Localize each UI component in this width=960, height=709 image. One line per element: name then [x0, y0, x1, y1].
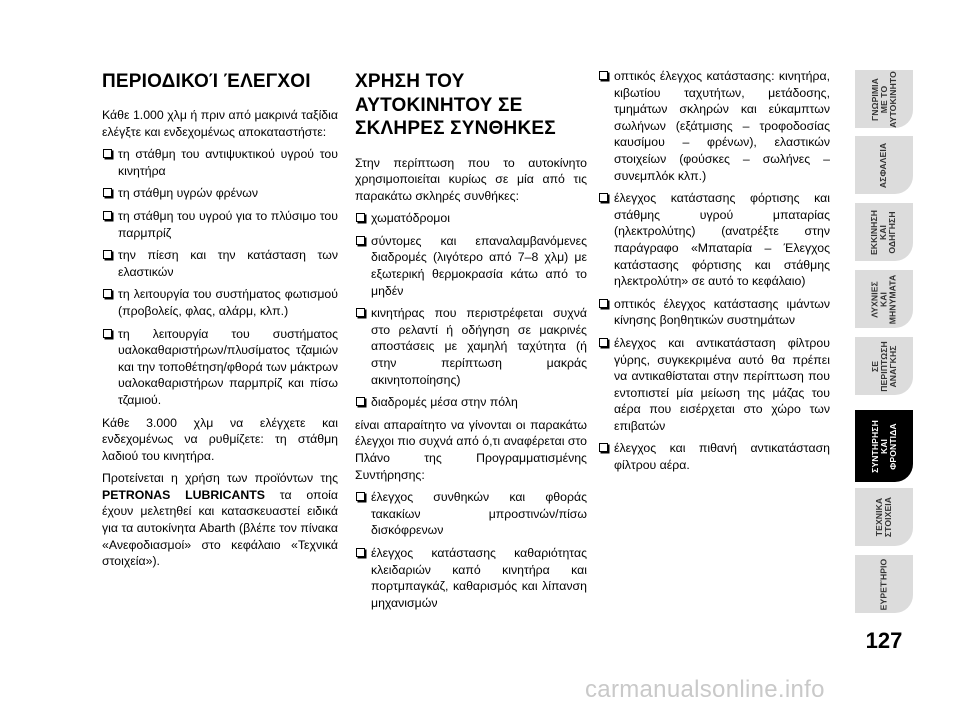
list-item: έλεγχος κατάστασης καθαριότητας κλειδαριών καπό κινητήρα και πορτμπαγκάζ, καθαρισμός και λίπανση μηχανισμών — [355, 545, 587, 611]
list-item: τη λειτουργία του συστήματος υαλοκαθαριστήρων/πλυσίματος τζαμιών και την τοποθέτηση/φθορά των μάκτρων υαλοκαθαριστήρων παρμπρίζ και πίσω τζαμιού. — [102, 326, 338, 409]
list-item: έλεγχος κατάστασης φόρτισης και στάθμης υγρού μπαταρίας (ηλεκτρολύτης) (ανατρέξτε στην παράγραφο «Μπαταρία – Έλεγχος κατάστασης φόρτισης και στάθμης ηλεκτρολύτη» σε αυτό το κεφάλαιο) — [598, 190, 830, 290]
tab-label: ΕΚΚΙΝΗΣΗ ΚΑΙ ΟΔΗΓΗΣΗ — [869, 209, 898, 255]
intro-paragraph: Στην περίπτωση που το αυτοκίνητο χρησιμοποιείται κυρίως σε μία από τις παρακάτω σκληρές συνθήκες: — [355, 155, 587, 203]
heading-line: ΣΚΛΗΡΕΣ ΣΥΝΘΗΚΕΣ — [355, 118, 556, 139]
list-item: τη λειτουργία του συστήματος φωτισμού (προβολείς, φλας, αλάρμ, κλπ.) — [102, 286, 338, 319]
tab-technical-data[interactable] — [855, 488, 913, 546]
petronas-pre-text: Προτείνεται η χρήση των προϊόντων της — [102, 471, 338, 486]
list-item: τη στάθμη του υγρού για το πλύσιμο του παρμπρίζ — [102, 208, 338, 241]
heading-line: ΧΡΗΣΗ ΤΟΥ — [355, 71, 465, 92]
tab-emergency[interactable] — [855, 337, 913, 395]
tab-index[interactable] — [855, 555, 913, 613]
tab-label: ΓΝΩΡΙΜΙΑ ΜΕ ΤΟ ΑΥΤΟΚΙΝΗΤΟ — [869, 70, 898, 128]
tab-label: ΣΕ ΠΕΡΙΠΤΩΣΗ ΑΝΑΓΚΗΣ — [869, 340, 898, 392]
heading-line: ΑΥΤΟΚΙΝΗΤΟΥ ΣΕ — [355, 94, 523, 116]
section-heading-periodic-checks: ΠΕΡΙΟΔΙΚΟΊ ΈΛΕΓΧΟΙ — [102, 71, 311, 92]
list-item: έλεγχος και πιθανή αντικατάσταση φίλτρου αέρα. — [598, 440, 830, 473]
list-item: διαδρομές μέσα στην πόλη — [355, 394, 587, 411]
list-item: οπτικός έλεγχος κατάστασης: κινητήρα, κιβωτίου ταχυτήτων, μετάδοσης, τμημάτων σκληρών και εύκαμπτων σωλήνων (εξάτμισης – τροφοδοσίας καυσίμου – φρένων), ελαστικών στοιχείων (φούσκες – σωλήνες – συνεμπλόκ κλπ.) — [598, 68, 830, 184]
list-item: τη στάθμη υγρών φρένων — [102, 185, 338, 202]
list-item: την πίεση και την κατάσταση των ελαστικών — [102, 247, 338, 280]
petronas-paragraph — [102, 470, 338, 570]
tab-safety[interactable] — [855, 136, 913, 194]
checklist-periodic — [102, 146, 338, 408]
tab-label: ΛΥΧΝΙΕΣ ΚΑΙ ΜΗΝΥΜΑΤΑ — [869, 274, 898, 324]
watermark: carmanualsonline.info — [585, 676, 825, 703]
tab-label: ΣΥΝΤΗΡΗΣΗ ΚΑΙ ΦΡΟΝΤΙΔΑ — [869, 419, 898, 473]
middle-paragraph: είναι απαραίτητο να γίνονται οι παρακάτω έλεγχοι πιο συχνά από ό,τι αναφέρεται στο Πλάνο της Προγραμματισμένης Συντήρησης: — [355, 417, 587, 482]
petronas-post-text: τα οποία έχουν μελετηθεί και κατασκευαστεί ειδικά για τα αυτοκίνητα Abarth (βλέπε τον πίνακα «Ανεφοδιασμοί» στο κεφάλαιο «Τεχνικά στοιχεία»). — [102, 487, 338, 569]
intro-paragraph: Κάθε 1.000 χλμ ή πριν από μακρινά ταξίδια ελέγξτε και ενδεχομένως αποκαταστήστε: — [102, 108, 338, 139]
tab-starting-driving[interactable] — [855, 203, 913, 261]
column-periodic-checks — [102, 70, 338, 576]
checklist-conditions — [355, 210, 587, 411]
tab-label: ΑΣΦΑΛΕΙΑ — [878, 142, 889, 188]
page-number: 127 — [865, 628, 903, 653]
oil-check-paragraph: Κάθε 3.000 χλμ να ελέγχετε και ενδεχομένως να ρυθμίζετε: τη στάθμη λαδιού του κινητήρα. — [102, 415, 338, 463]
section-heading-severe-conditions — [355, 70, 587, 141]
list-item: τη στάθμη του αντιψυκτικού υγρού του κινητήρα — [102, 146, 338, 179]
list-item: χωματόδρομοι — [355, 210, 587, 227]
list-item: κινητήρας που περιστρέφεται συχνά στο ρελαντί ή οδήγηση σε μακρινές αποστάσεις με χαμηλή ταχύτητα (ή στην περίπτωση μακράς ακινητοποίησης) — [355, 305, 587, 388]
tab-label: ΤΕΧΝΙΚΑ ΣΤΟΙΧΕΙΑ — [874, 496, 893, 538]
tab-maintenance-care[interactable] — [855, 410, 913, 482]
petronas-brand: PETRONAS LUBRICANTS — [102, 487, 266, 502]
list-item: σύντομες και επαναλαμβανόμενες διαδρομές (λιγότερο από 7–8 χλμ) με εξωτερική θερμοκρασία κάτω από το μηδέν — [355, 233, 587, 299]
tab-label: ΕΥΡΕΤΉΡΙΟ — [878, 558, 889, 610]
tab-lights-messages[interactable] — [855, 270, 913, 328]
column-severe-conditions — [355, 70, 587, 617]
list-item: έλεγχος και αντικατάσταση φίλτρου γύρης, συγκεκριμένα αυτό θα πρέπει να αντικαθίσταται στην περίπτωση που εντοπιστεί μία μείωση της μάζας του αέρα που εισέρχεται στο χώρο των επιβατών — [598, 335, 830, 435]
checklist-frequent-checks — [355, 489, 587, 611]
list-item: οπτικός έλεγχος κατάστασης ιμάντων κίνησης βοηθητικών συστημάτων — [598, 296, 830, 329]
column-further-checks — [598, 68, 830, 480]
tab-getting-to-know[interactable] — [855, 70, 913, 128]
checklist-further — [598, 68, 830, 474]
list-item: έλεγχος συνθηκών και φθοράς τακακίων μπροστινών/πίσω δισκόφρενων — [355, 489, 587, 539]
